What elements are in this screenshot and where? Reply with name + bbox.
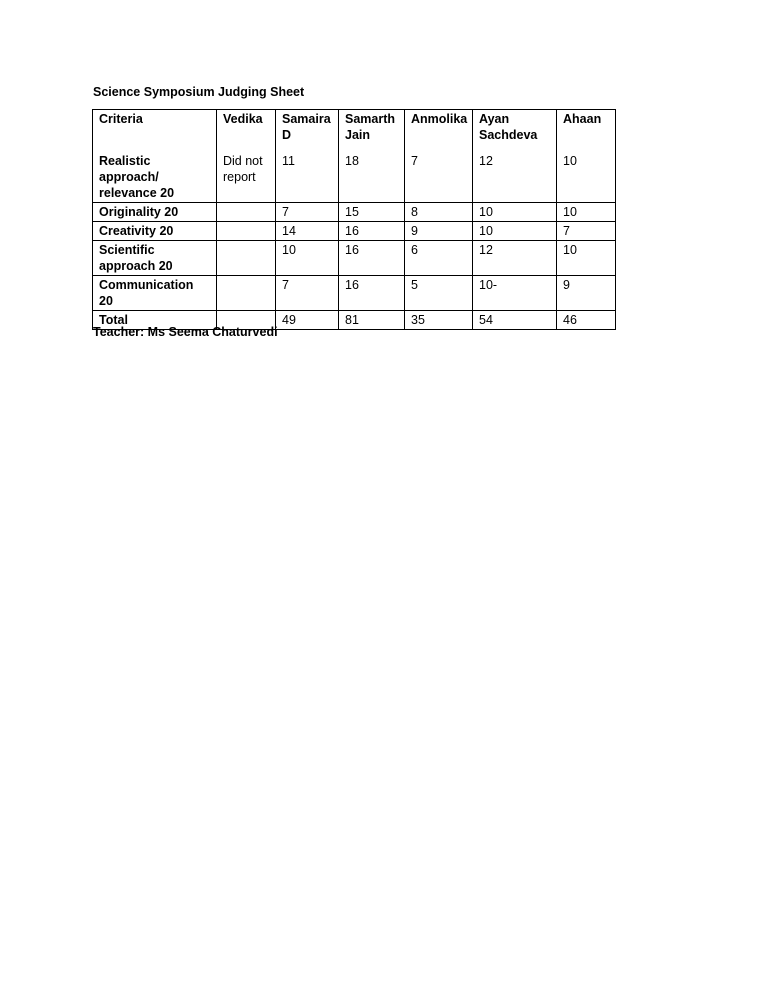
score-cell: 49 (276, 311, 339, 330)
table-row (93, 241, 616, 276)
score-cell: 8 (405, 203, 473, 222)
score-cell: 9 (405, 222, 473, 241)
column-header-participant: Ahaan (557, 110, 616, 148)
score-cell: 10 (473, 203, 557, 222)
score-cell: 54 (473, 311, 557, 330)
criteria-cell: Scientific approach 20 (93, 241, 217, 276)
score-cell: 7 (557, 222, 616, 241)
score-cell: 5 (405, 276, 473, 311)
score-cell: 16 (339, 241, 405, 276)
criteria-cell: Total (93, 311, 217, 330)
score-cell: Did not report (217, 147, 276, 203)
table-row (93, 203, 616, 222)
score-cell: 10 (473, 222, 557, 241)
score-cell: 12 (473, 241, 557, 276)
score-cell: 10- (473, 276, 557, 311)
judging-table (92, 109, 616, 330)
score-cell (217, 241, 276, 276)
score-cell: 7 (405, 147, 473, 203)
table-row (93, 222, 616, 241)
column-header-participant: Samarth Jain (339, 110, 405, 148)
score-cell: 10 (557, 147, 616, 203)
score-cell: 15 (339, 203, 405, 222)
page-title: Science Symposium Judging Sheet (93, 85, 305, 99)
table-header-row (93, 110, 616, 148)
score-cell: 46 (557, 311, 616, 330)
column-header-criteria: Criteria (93, 110, 217, 148)
criteria-cell: Originality 20 (93, 203, 217, 222)
teacher-name: Teacher: Ms Seema Chaturvedi (93, 325, 278, 339)
column-header-participant: Vedika (217, 110, 276, 148)
score-cell (217, 276, 276, 311)
score-cell: 18 (339, 147, 405, 203)
column-header-participant: Anmolika (405, 110, 473, 148)
score-cell: 10 (557, 203, 616, 222)
criteria-cell: Realistic approach/ relevance 20 (93, 147, 217, 203)
score-cell: 35 (405, 311, 473, 330)
table-row (93, 276, 616, 311)
score-cell: 14 (276, 222, 339, 241)
score-cell: 16 (339, 222, 405, 241)
score-cell (217, 203, 276, 222)
score-cell: 7 (276, 276, 339, 311)
score-cell: 11 (276, 147, 339, 203)
score-cell: 6 (405, 241, 473, 276)
score-cell: 7 (276, 203, 339, 222)
column-header-participant: Samaira D (276, 110, 339, 148)
score-cell: 9 (557, 276, 616, 311)
score-cell: 12 (473, 147, 557, 203)
column-header-participant: Ayan Sachdeva (473, 110, 557, 148)
score-cell: 10 (276, 241, 339, 276)
score-cell (217, 222, 276, 241)
score-cell: 81 (339, 311, 405, 330)
score-cell: 16 (339, 276, 405, 311)
table-row (93, 147, 616, 203)
score-cell: 10 (557, 241, 616, 276)
criteria-cell: Creativity 20 (93, 222, 217, 241)
criteria-cell: Communication 20 (93, 276, 217, 311)
